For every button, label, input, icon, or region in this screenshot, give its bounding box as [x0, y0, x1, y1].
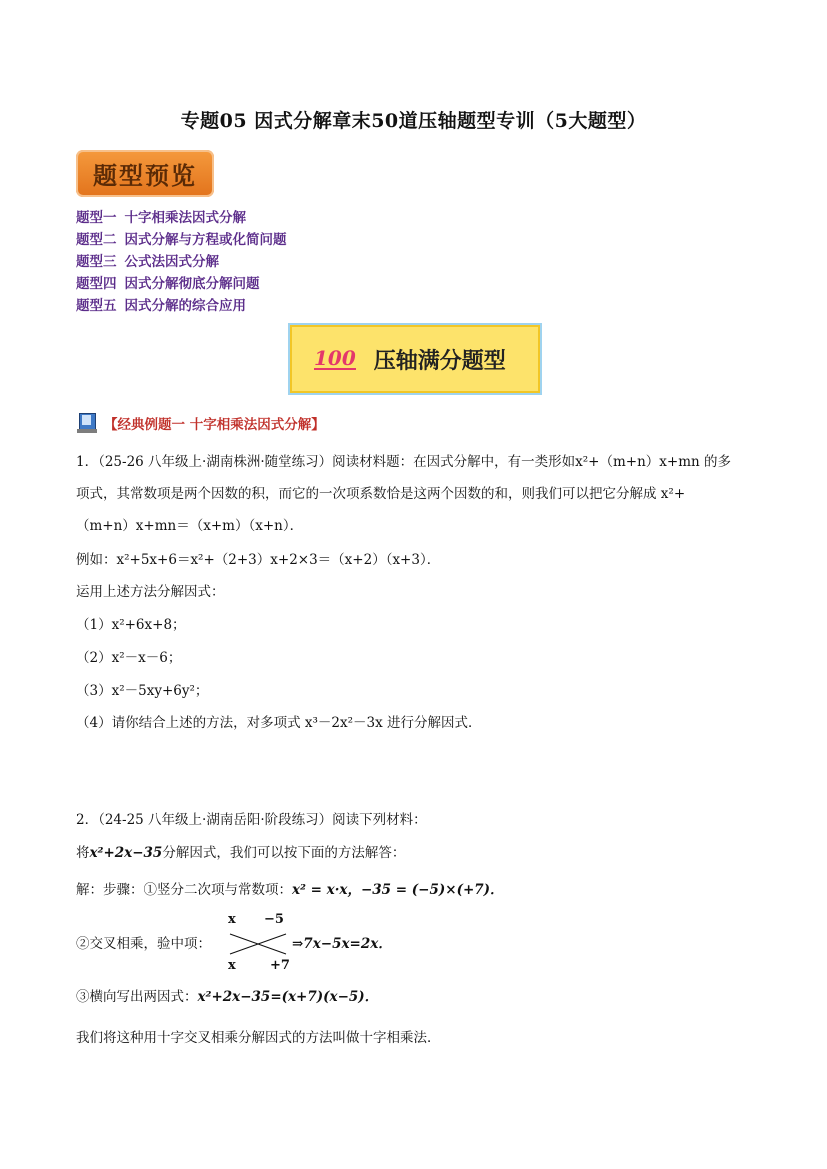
- q1-line-1: 1．（25-26 八年级上·湖南株洲·随堂练习）阅读材料题：在因式分解中，有一类形如x²+（m+n）x+mn 的多: [76, 454, 731, 470]
- toc-item[interactable]: 题型四 因式分解彻底分解问题: [76, 276, 260, 292]
- toc-item[interactable]: 题型五 因式分解的综合应用: [76, 298, 246, 314]
- q1-instruction: 运用上述方法分解因式：: [76, 584, 225, 600]
- q2-line-1: 2．（24-25 八年级上·湖南岳阳·阶段练习）阅读下列材料：: [76, 812, 427, 828]
- q2-step-3: ③横向写出两因式：x²+2x−35=(x+7)(x−5)．: [76, 989, 379, 1005]
- q1-line-3: （m+n）x+mn＝（x+m）（x+n）．: [76, 518, 304, 534]
- hundred-points-icon: 100: [314, 346, 356, 370]
- page-title: 专题05 因式分解章末50道压轴题型专训（5大题型）: [180, 110, 647, 132]
- question-type-list: [76, 207, 287, 317]
- cross-bottom-left: x: [228, 958, 236, 973]
- cross-top-right: −5: [264, 912, 284, 927]
- toc-item[interactable]: 题型二 因式分解与方程或化简问题: [76, 232, 287, 248]
- toc-item[interactable]: 题型三 公式法因式分解: [76, 254, 219, 270]
- section-heading: [76, 412, 325, 434]
- preview-badge: [76, 150, 214, 197]
- preview-badge-label: 题型预览: [93, 161, 197, 190]
- cross-lines-icon: [228, 930, 288, 958]
- full-score-banner: [290, 325, 540, 393]
- section-heading-text: 【经典例题一 十字相乘法因式分解】: [104, 417, 325, 433]
- q2-step-1-expression: x² = x·x，−35 = (−5)×(+7)．: [292, 882, 504, 898]
- q2-step-2-label: ②交叉相乘，验中项：: [76, 936, 211, 952]
- q2-intro-expression: x²+2x−35: [89, 845, 163, 861]
- q1-part-4: （4）请你结合上述的方法，对多项式 x³－2x²－3x 进行分解因式．: [76, 715, 482, 731]
- q1-example: 例如：x²+5x+6＝x²+（2+3）x+2×3＝（x+2）（x+3）．: [76, 552, 441, 568]
- q1-line-2: 项式，其常数项是两个因数的积，而它的一次项系数恰是这两个因数的和，则我们可以把它分解成 x²+: [76, 486, 686, 502]
- q2-step-2-expression: ⇒7x−5x=2x．: [292, 936, 392, 952]
- cross-top-left: x: [228, 912, 236, 927]
- q1-part-1: （1）x²+6x+8；: [76, 617, 186, 633]
- toc-item[interactable]: 题型一 十字相乘法因式分解: [76, 210, 246, 226]
- book-icon: [76, 412, 98, 434]
- q2-conclusion: 我们将这种用十字交叉相乘分解因式的方法叫做十字相乘法．: [76, 1030, 441, 1046]
- q2-intro: 将x²+2x−35分解因式，我们可以按下面的方法解答：: [76, 845, 406, 861]
- q1-part-2: （2）x²－x－6；: [76, 650, 182, 666]
- cross-bottom-right: +7: [270, 958, 290, 973]
- q2-step-1: 解：步骤：①竖分二次项与常数项：x² = x·x，−35 = (−5)×(+7)．: [76, 882, 504, 898]
- banner-label: 压轴满分题型: [373, 348, 506, 374]
- q2-step-3-expression: x²+2x−35=(x+7)(x−5)．: [197, 989, 379, 1005]
- q1-part-3: （3）x²－5xy+6y²；: [76, 683, 209, 699]
